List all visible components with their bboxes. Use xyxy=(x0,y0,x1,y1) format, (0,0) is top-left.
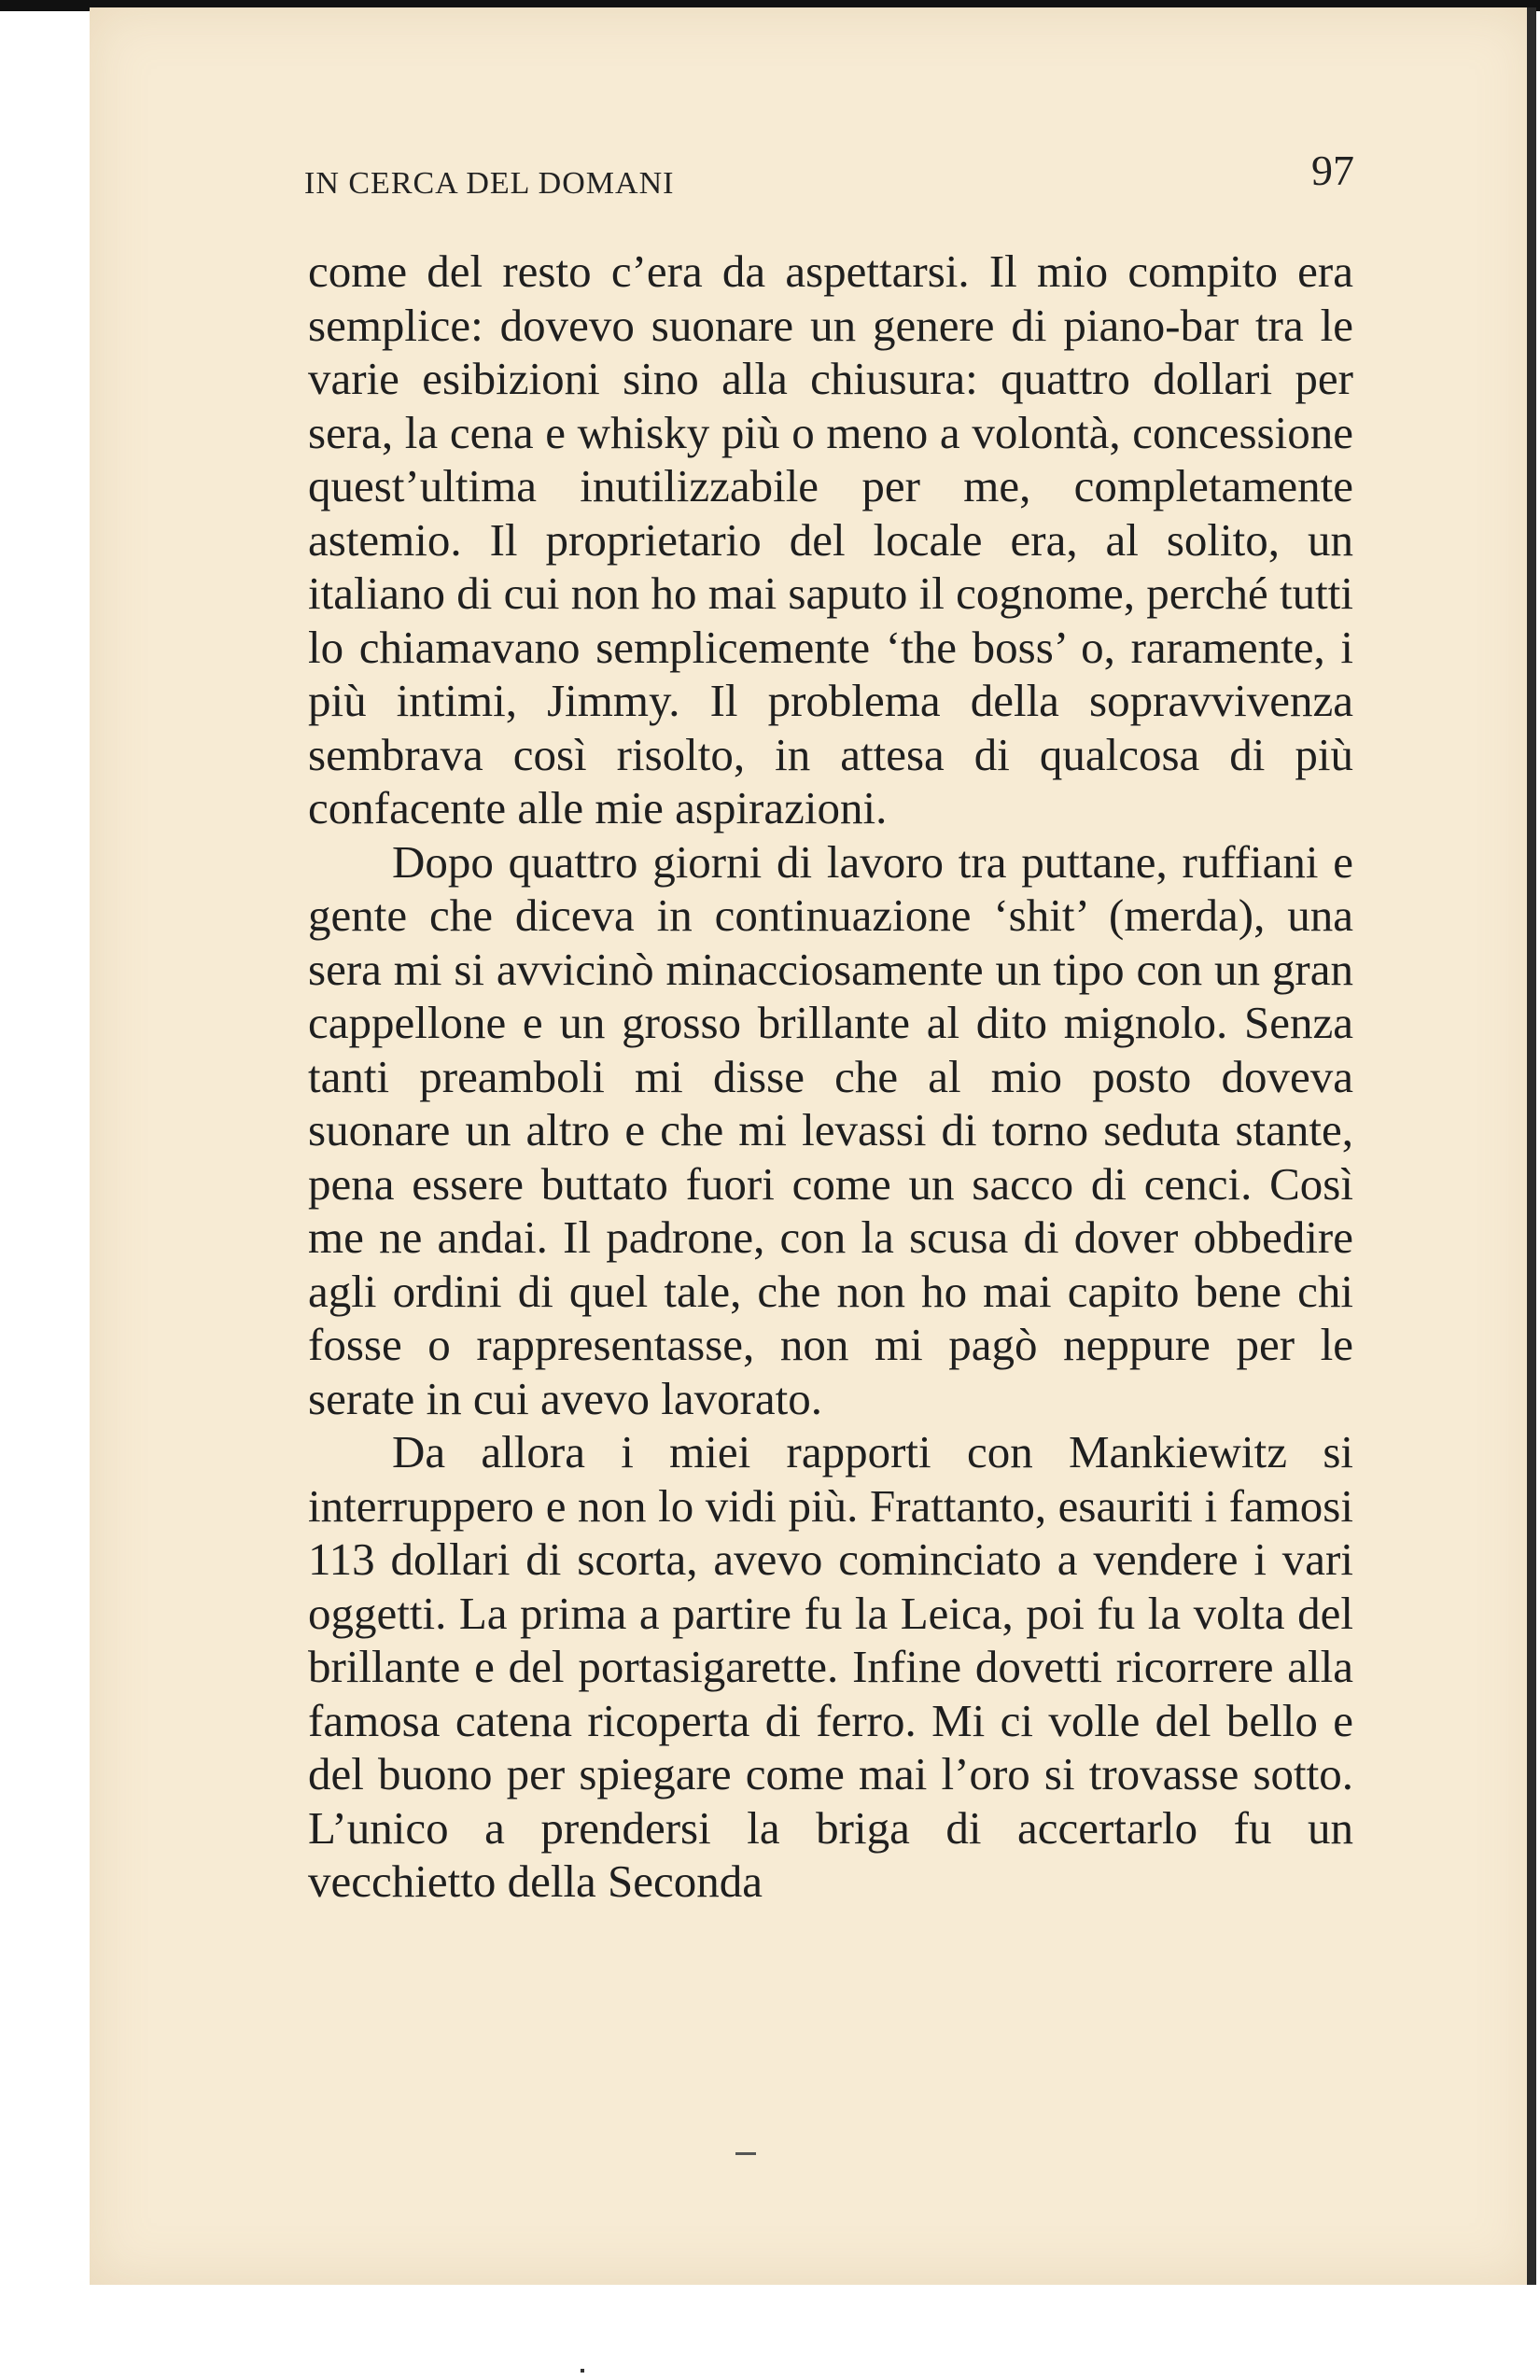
page-edge-shadow xyxy=(1527,7,1536,2285)
running-head: IN CERCA DEL DOMANI xyxy=(304,166,675,201)
page-header xyxy=(304,138,1354,213)
scan-artifact xyxy=(581,2369,584,2373)
page-number: 97 xyxy=(1311,147,1354,194)
paragraph: Da allora i miei rapporti con Mankiewitz si interruppero e non lo vidi più. Frattanto, esauriti i famosi 113 dollari di scorta, avevo cominciato a vendere i vari oggetti. La prima a partire fu la Leica, poi fu la volta del brillante e del portasigarette. Infine dovetti ricorrere alla famosa catena ricoperta di ferro. Mi ci volle del bello e del buono per spiegare come mai l’oro si trovasse sotto. L’unico a prendersi la briga di accertarlo fu un vecchietto della Seconda xyxy=(308,1426,1353,1907)
paragraph: come del resto c’era da aspettarsi. Il mio compito era semplice: dovevo suonare un genere di piano-bar tra le varie esibizioni sino alla chiusura: quattro dollari per sera, la cena e whisky più o meno a volontà, concessione quest’ultima inutilizzabile per me, completamente astemio. Il proprietario del locale era, al solito, un italiano di cui non ho mai saputo il cognome, perché tutti lo chiamavano semplicemente ‘the boss’ o, raramente, i più intimi, Jimmy. Il problema della sopravvivenza sembrava così risolto, in attesa di qualcosa di più confacente alle mie aspirazioni. xyxy=(308,245,1353,833)
body-text xyxy=(308,245,1353,1909)
paragraph: Dopo quattro giorni di lavoro tra puttane, ruffiani e gente che diceva in continuazione ‘shit’ (merda), una sera mi si avvicinò minacciosamente un tipo con un gran cappellone e un grosso brillante al dito mignolo. Senza tanti preamboli mi disse che al mio posto doveva suonare un altro e che mi levassi di torno seduta stante, pena essere buttato fuori come un sacco di cenci. Così me ne andai. Il padrone, con la scusa di dover obbedire agli ordini di quel tale, che non ho mai capito bene chi fosse o rappresentasse, non mi pagò neppure per le serate in cui avevo lavorato. xyxy=(308,835,1353,1424)
page-mark xyxy=(735,2152,756,2155)
